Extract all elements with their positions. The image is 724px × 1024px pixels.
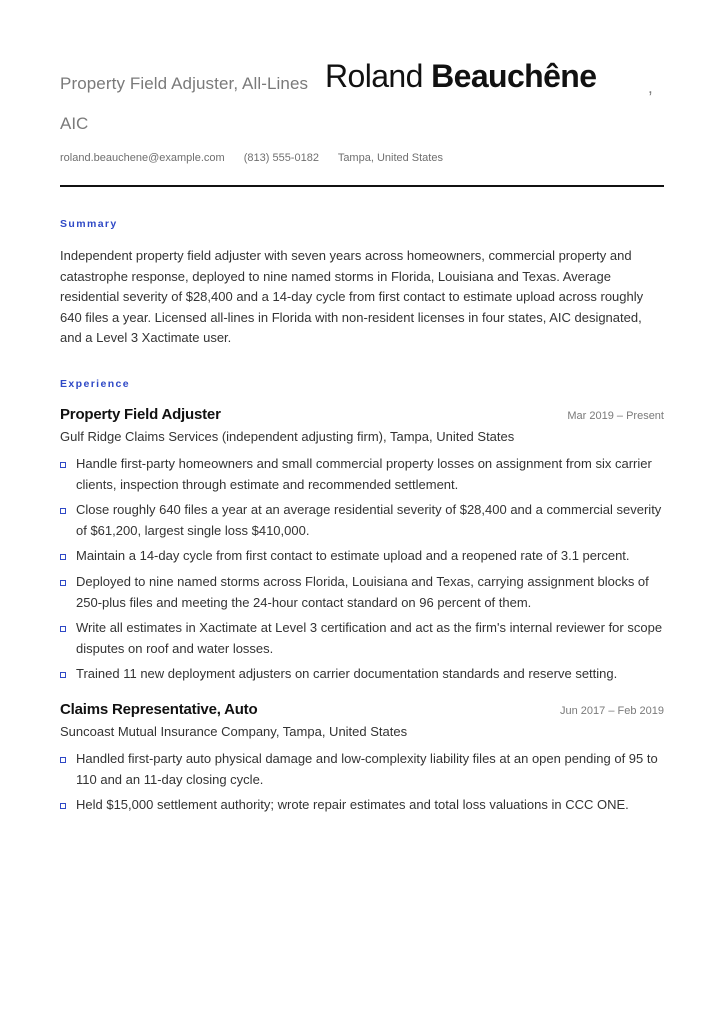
name-comma: , (648, 78, 653, 97)
square-bullet-icon (60, 803, 66, 809)
square-bullet-icon (60, 672, 66, 678)
job-role: Claims Representative, Auto (60, 701, 258, 718)
header (60, 58, 664, 102)
list-item (60, 572, 664, 613)
bullet-text: Close roughly 640 files a year at an average residential severity of $28,400 and a commercial severity of $61,200, largest single loss $410,000. (76, 502, 662, 538)
bullet-text: Maintain a 14-day cycle from first contact to estimate upload and a reopened rate of 3.1 percent. (76, 548, 630, 564)
job-title: Property Field Adjuster, All-Lines (60, 74, 309, 93)
square-bullet-icon (60, 508, 66, 514)
bullet-text: Write all estimates in Xactimate at Level 3 certification and act as the firm's internal reviewer for scope disputes on roof and water losses. (76, 620, 663, 656)
contact-phone[interactable]: (813) 555-0182 (243, 152, 319, 164)
bullet-text: Handle first-party homeowners and small commercial property losses on assignment from six carrier clients, inspection through estimate and recommended settlement. (76, 456, 652, 492)
job-dates: Mar 2019 – Present (567, 410, 664, 422)
experience-entry (60, 406, 664, 690)
list-item (60, 664, 664, 685)
header-divider (60, 185, 664, 187)
list-item (60, 749, 664, 790)
square-bullet-icon (60, 626, 66, 632)
contact-location: Tampa, United States (337, 152, 443, 164)
job-bullets (60, 454, 664, 685)
job-role: Property Field Adjuster (60, 406, 221, 423)
experience-entry (60, 701, 664, 821)
bullet-text: Handled first-party auto physical damage and low-complexity liability files at an open pending of 95 to 110 and an 11-day closing cycle. (76, 751, 658, 787)
contact-email[interactable]: roland.beauchene@example.com (60, 152, 225, 164)
contact-line (60, 152, 459, 164)
name-last: Beauchêne (431, 58, 597, 94)
list-item (60, 795, 664, 816)
bullet-text: Trained 11 new deployment adjusters on carrier documentation standards and reserve setting. (76, 666, 618, 682)
designation: AIC (60, 114, 89, 133)
list-item (60, 500, 664, 541)
list-item (60, 546, 664, 567)
list-item (60, 454, 664, 495)
candidate-name (325, 58, 596, 95)
square-bullet-icon (60, 580, 66, 586)
summary-text: Independent property field adjuster with seven years across homeowners, commercial property and catastrophe response, deployed to nine named storms in Florida, Louisiana and Texas. Average residential severity of $28,400 and a 14-day cycle from first contact to estimate upload across roughly 640 files a year. Licensed all-lines in Florida with non-resident licenses in four states, AIC designated, and a Level 3 Xactimate user. (60, 248, 644, 346)
square-bullet-icon (60, 462, 66, 468)
job-bullets (60, 749, 664, 816)
list-item (60, 618, 664, 659)
bullet-text: Deployed to nine named storms across Florida, Louisiana and Texas, carrying assignment blocks of 250-plus files and meeting the 24-hour contact standard on 96 percent of them. (76, 573, 649, 610)
bullet-text: Held $15,000 settlement authority; wrote repair estimates and total loss valuations in CCC ONE. (76, 797, 629, 813)
summary-heading: Summary (60, 218, 118, 230)
job-company: Gulf Ridge Claims Services (independent adjusting firm), Tampa, United States (60, 429, 515, 444)
job-company: Suncoast Mutual Insurance Company, Tampa, United States (60, 724, 408, 739)
name-first: Roland (325, 58, 423, 94)
square-bullet-icon (60, 757, 66, 763)
job-dates: Jun 2017 – Feb 2019 (560, 705, 664, 717)
square-bullet-icon (60, 554, 66, 560)
experience-heading: Experience (60, 378, 131, 390)
